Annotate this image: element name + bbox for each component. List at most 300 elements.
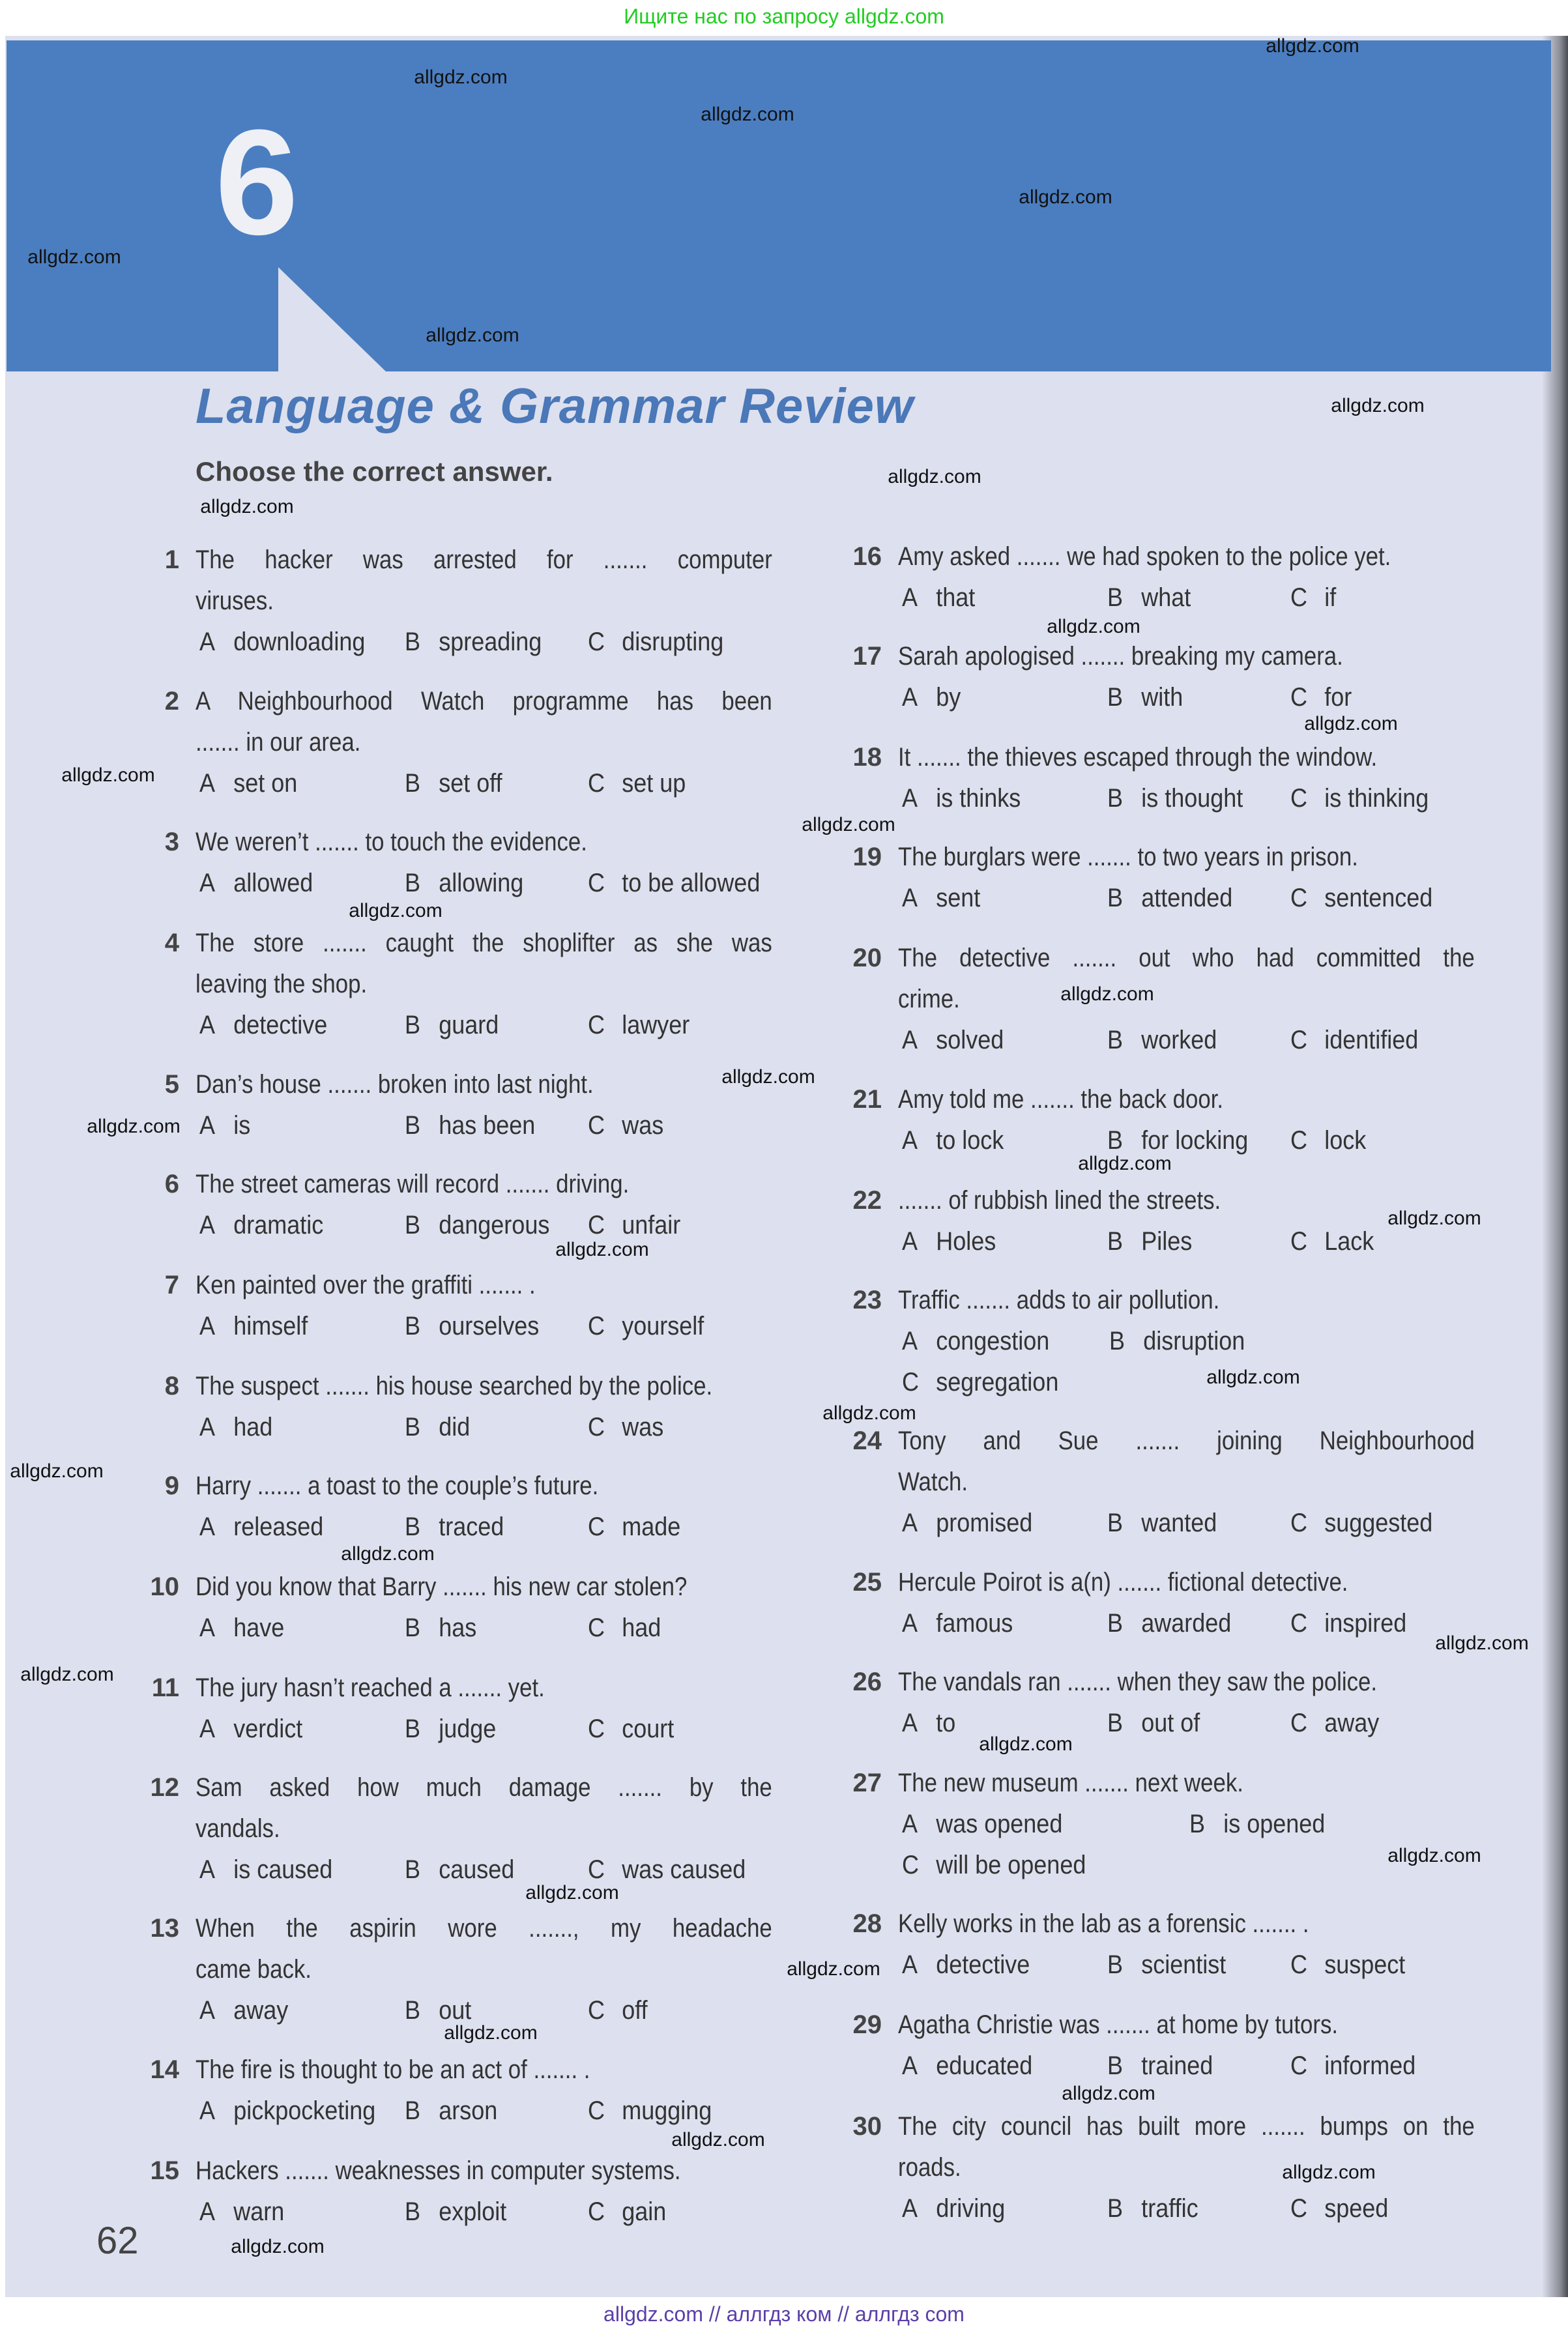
- option-letter: B: [405, 769, 421, 798]
- option-text: is thinks: [936, 784, 1021, 813]
- option-letter: C: [1290, 1609, 1308, 1638]
- answer-option[interactable]: [1290, 778, 1429, 819]
- question-text: Agatha Christie was ....... at home by tutors.: [898, 2010, 1339, 2039]
- option-letter: B: [1107, 2051, 1124, 2080]
- answer-option[interactable]: [588, 1306, 704, 1347]
- option-text: out: [439, 1996, 472, 2025]
- answer-options: [196, 763, 772, 804]
- answer-option[interactable]: [1290, 2046, 1416, 2087]
- answer-options: [196, 1507, 772, 1548]
- option-letter: C: [588, 1312, 605, 1340]
- question-text: The jury hasn’t reached a ....... yet.: [196, 1673, 545, 1702]
- answer-option[interactable]: [1189, 1804, 1325, 1845]
- question-text: The new museum ....... next week.: [898, 1769, 1243, 1797]
- answer-option[interactable]: [405, 1306, 539, 1347]
- answer-option[interactable]: [1107, 1020, 1217, 1061]
- option-text: did: [439, 1413, 471, 1441]
- option-text: himself: [233, 1312, 308, 1340]
- answer-option[interactable]: [199, 1205, 323, 1246]
- option-text: off: [622, 1996, 648, 2025]
- answer-option[interactable]: [199, 2091, 375, 2132]
- option-letter: A: [199, 2096, 216, 2125]
- option-letter: A: [199, 1715, 216, 1743]
- answer-option[interactable]: [588, 863, 760, 904]
- option-letter: C: [1290, 2051, 1308, 2080]
- question-text: Amy asked ....... we had spoken to the police yet.: [898, 542, 1391, 571]
- option-text: gain: [622, 2197, 667, 2226]
- answer-option[interactable]: [588, 2192, 666, 2233]
- answer-option[interactable]: [1107, 2046, 1213, 2087]
- option-text: suspect: [1324, 1950, 1406, 1979]
- question-item: [164, 540, 772, 663]
- option-letter: A: [902, 2051, 918, 2080]
- question-item: [164, 1164, 772, 1246]
- option-text: had: [233, 1413, 273, 1441]
- option-letter: B: [1107, 683, 1124, 712]
- answer-option[interactable]: [1107, 677, 1183, 718]
- page-number: 62: [96, 2220, 139, 2262]
- option-text: made: [622, 1513, 681, 1541]
- option-letter: C: [588, 1715, 605, 1743]
- question-number: 30: [852, 2112, 882, 2141]
- question-item: [164, 822, 772, 904]
- watermark: allgdz.com: [1060, 983, 1154, 1005]
- question-number: 8: [164, 1372, 179, 1400]
- question-number: 23: [852, 1286, 882, 1314]
- question-text: Kelly works in the lab as a forensic ....... .: [898, 1909, 1309, 1938]
- answer-option[interactable]: [1290, 2188, 1388, 2229]
- watermark: allgdz.com: [1047, 616, 1140, 637]
- option-text: allowing: [439, 869, 524, 897]
- answer-option[interactable]: [199, 1105, 250, 1146]
- question-item: [852, 2106, 1475, 2229]
- answer-option[interactable]: [405, 1849, 514, 1890]
- answer-option[interactable]: [588, 2091, 712, 2132]
- question-number: 27: [852, 1769, 882, 1797]
- question-item: [150, 2150, 772, 2233]
- answer-options: [898, 1603, 1475, 1644]
- question-number: 6: [164, 1170, 179, 1198]
- answer-option[interactable]: [405, 2192, 506, 2233]
- answer-option[interactable]: [1109, 1321, 1245, 1362]
- answer-option[interactable]: [902, 677, 961, 718]
- option-text: trained: [1141, 2051, 1213, 2080]
- question-number: 12: [150, 1773, 179, 1802]
- option-text: Lack: [1324, 1227, 1374, 1256]
- option-letter: C: [588, 628, 605, 656]
- question-text: Amy told me ....... the back door.: [898, 1085, 1224, 1114]
- option-text: pickpocketing: [233, 2096, 376, 2125]
- option-letter: B: [1107, 1026, 1124, 1054]
- option-letter: B: [1107, 583, 1124, 612]
- option-text: dramatic: [233, 1211, 324, 1239]
- answer-option[interactable]: [1107, 1703, 1200, 1744]
- question-text: The street cameras will record ....... driving.: [196, 1170, 630, 1198]
- option-letter: A: [902, 784, 918, 813]
- option-letter: C: [1290, 884, 1308, 912]
- option-letter: A: [902, 1810, 918, 1838]
- answer-option[interactable]: [405, 763, 502, 804]
- question-number: 2: [164, 687, 179, 716]
- option-text: what: [1141, 583, 1191, 612]
- question-number: 16: [852, 542, 882, 571]
- option-text: set up: [622, 769, 686, 798]
- answer-option[interactable]: [405, 863, 523, 904]
- option-text: arson: [439, 2096, 498, 2125]
- option-text: out of: [1141, 1709, 1200, 1737]
- answer-option[interactable]: [405, 1709, 496, 1750]
- question-number: 26: [852, 1668, 882, 1696]
- option-letter: B: [405, 2197, 421, 2226]
- option-letter: A: [199, 1011, 216, 1039]
- option-text: Holes: [936, 1227, 996, 1256]
- answer-option[interactable]: [902, 2046, 1032, 2087]
- option-text: to lock: [936, 1126, 1004, 1155]
- watermark: allgdz.com: [27, 246, 121, 268]
- answer-option[interactable]: [902, 778, 1021, 819]
- answer-option[interactable]: [199, 763, 297, 804]
- option-text: have: [233, 1614, 285, 1642]
- watermark: allgdz.com: [341, 1543, 435, 1565]
- answer-options: [196, 2192, 772, 2233]
- question-text: Ken painted over the graffiti ....... .: [196, 1271, 536, 1299]
- option-letter: C: [588, 2096, 605, 2125]
- option-text: was opened: [936, 1810, 1063, 1838]
- watermark: allgdz.com: [1282, 2162, 1376, 2183]
- option-letter: C: [588, 1855, 605, 1884]
- option-text: worked: [1141, 1026, 1217, 1054]
- answer-options: [196, 863, 772, 904]
- answer-option[interactable]: [902, 1503, 1032, 1544]
- option-text: by: [936, 683, 961, 712]
- answer-options: [196, 1306, 772, 1347]
- question-text: The suspect ....... his house searched by the police.: [196, 1372, 713, 1400]
- answer-options: [196, 1608, 772, 1649]
- answer-option[interactable]: [1107, 878, 1232, 919]
- question-text: Harry ....... a toast to the couple’s future.: [196, 1471, 599, 1500]
- question-number: 22: [852, 1186, 882, 1215]
- option-text: is caused: [233, 1855, 333, 1884]
- option-letter: B: [405, 869, 421, 897]
- option-text: sent: [936, 884, 981, 912]
- question-number: 14: [150, 2055, 179, 2084]
- answer-option[interactable]: [1290, 677, 1352, 718]
- option-text: guard: [439, 1011, 499, 1039]
- answer-option[interactable]: [588, 1005, 690, 1046]
- answer-option[interactable]: [199, 622, 365, 663]
- answer-option[interactable]: [405, 1608, 476, 1649]
- answer-options: [898, 2188, 1475, 2229]
- answer-option[interactable]: [1290, 1120, 1366, 1161]
- instruction: Choose the correct answer.: [196, 456, 553, 487]
- option-letter: A: [199, 769, 216, 798]
- watermark: allgdz.com: [822, 1402, 916, 1424]
- watermark: allgdz.com: [426, 325, 519, 346]
- answer-options: [196, 622, 772, 663]
- option-text: downloading: [233, 628, 366, 656]
- question-item: [852, 1421, 1475, 1544]
- option-letter: A: [902, 1227, 918, 1256]
- answer-option[interactable]: [588, 1407, 663, 1448]
- answer-option[interactable]: [902, 1120, 1004, 1161]
- option-text: segregation: [936, 1368, 1059, 1397]
- question-number: 1: [164, 545, 179, 574]
- question-number: 20: [852, 944, 882, 972]
- answer-option[interactable]: [588, 1709, 674, 1750]
- option-text: educated: [936, 2051, 1033, 2080]
- option-letter: B: [1107, 884, 1124, 912]
- question-text-line: Sam asked how much damage ....... by the: [196, 1773, 772, 1802]
- option-text: sentenced: [1324, 884, 1433, 912]
- option-letter: C: [1290, 1227, 1308, 1256]
- option-text: verdict: [233, 1715, 303, 1743]
- search-us-link[interactable]: Ищите нас по запросу allgdz.com: [624, 5, 944, 28]
- watermark: allgdz.com: [888, 466, 981, 487]
- answer-option[interactable]: [1290, 1703, 1379, 1744]
- answer-option[interactable]: [199, 1306, 308, 1347]
- answer-option[interactable]: [1290, 1503, 1432, 1544]
- answer-option[interactable]: [1107, 1503, 1217, 1544]
- question-text-line: The detective ....... out who had committed the: [898, 944, 1475, 972]
- option-letter: C: [588, 1614, 605, 1642]
- option-letter: C: [1290, 1509, 1308, 1537]
- answer-options: [898, 878, 1475, 919]
- option-text: exploit: [439, 2197, 507, 2226]
- question-text-line: The city council has built more ....... bumps on the: [898, 2112, 1475, 2141]
- watermark: allgdz.com: [61, 764, 155, 786]
- answer-option[interactable]: [588, 763, 686, 804]
- option-text: judge: [439, 1715, 497, 1743]
- answer-option[interactable]: [1290, 577, 1336, 618]
- option-text: driving: [936, 2194, 1006, 2223]
- answer-option[interactable]: [1107, 778, 1243, 819]
- question-number: 10: [150, 1572, 179, 1601]
- option-text: is thinking: [1324, 784, 1429, 813]
- bottom-links[interactable]: allgdz.com // аллгдз ком // аллгдз com: [603, 2302, 965, 2326]
- answer-options: [196, 1709, 772, 1750]
- question-text: Traffic ....... adds to air pollution.: [898, 1286, 1220, 1314]
- answer-option[interactable]: [405, 1105, 535, 1146]
- option-letter: A: [199, 1614, 216, 1642]
- answer-option[interactable]: [588, 1990, 648, 2031]
- option-text: for: [1324, 683, 1352, 712]
- question-text-line: When the aspirin wore ......., my headache: [196, 1914, 772, 1943]
- answer-option[interactable]: [1290, 1020, 1418, 1061]
- option-text: lawyer: [622, 1011, 690, 1039]
- question-item: [852, 1763, 1475, 1886]
- answer-option[interactable]: [199, 1507, 323, 1548]
- option-text: promised: [936, 1509, 1033, 1537]
- watermark: allgdz.com: [414, 66, 508, 88]
- answer-option[interactable]: [199, 1849, 332, 1890]
- answer-option[interactable]: [405, 1205, 549, 1246]
- answer-option[interactable]: [902, 1945, 1030, 1986]
- answer-options: [196, 1407, 772, 1448]
- answer-option[interactable]: [902, 1321, 1049, 1362]
- option-letter: B: [1107, 2194, 1124, 2223]
- option-text: is thought: [1141, 784, 1243, 813]
- option-text: if: [1324, 583, 1337, 612]
- question-number: 19: [852, 843, 882, 871]
- option-letter: B: [405, 1715, 421, 1743]
- option-letter: B: [405, 1312, 421, 1340]
- answer-option[interactable]: [902, 1020, 1004, 1061]
- option-text: set on: [233, 769, 298, 798]
- answer-option[interactable]: [902, 2188, 1005, 2229]
- answer-option[interactable]: [588, 1507, 680, 1548]
- answer-option[interactable]: [199, 1709, 302, 1750]
- option-text: identified: [1324, 1026, 1419, 1054]
- question-number: 24: [852, 1426, 882, 1455]
- option-text: lock: [1324, 1126, 1367, 1155]
- answer-option[interactable]: [1290, 1945, 1405, 1986]
- option-letter: A: [199, 1413, 216, 1441]
- answer-option[interactable]: [1107, 1221, 1192, 1262]
- option-letter: A: [902, 1327, 918, 1355]
- answer-option[interactable]: [1107, 577, 1191, 618]
- answer-option[interactable]: [1290, 1221, 1374, 1262]
- answer-option[interactable]: [199, 1005, 327, 1046]
- option-letter: A: [199, 869, 216, 897]
- question-text: ....... of rubbish lined the streets.: [898, 1186, 1221, 1215]
- answer-options: [898, 577, 1475, 618]
- question-item: [151, 1668, 772, 1750]
- option-letter: C: [588, 1996, 605, 2025]
- answer-options: [196, 1205, 772, 1246]
- option-letter: C: [1290, 683, 1308, 712]
- option-letter: C: [902, 1368, 920, 1397]
- top-strip: [0, 0, 1568, 34]
- question-text: The vandals ran ....... when they saw the police.: [898, 1668, 1378, 1696]
- option-text: solved: [936, 1026, 1004, 1054]
- answer-option[interactable]: [588, 1105, 663, 1146]
- question-item: [852, 536, 1475, 618]
- question-number: 4: [164, 929, 179, 957]
- answer-option[interactable]: [405, 1507, 504, 1548]
- answer-option[interactable]: [588, 1608, 661, 1649]
- answer-option[interactable]: [1107, 1603, 1231, 1644]
- answer-option[interactable]: [902, 577, 975, 618]
- page-binding-shadow: [1542, 36, 1568, 2297]
- question-text: The detective ....... out who had committed the crime.: [898, 938, 1475, 1020]
- question-text-line: Tony and Sue ....... joining Neighbourhood: [898, 1426, 1475, 1455]
- option-letter: B: [405, 1413, 421, 1441]
- answer-option[interactable]: [199, 1407, 272, 1448]
- question-item: [150, 1567, 772, 1649]
- answer-option[interactable]: [199, 2192, 284, 2233]
- option-text: informed: [1324, 2051, 1416, 2080]
- option-text: suggested: [1324, 1509, 1433, 1537]
- watermark: allgdz.com: [525, 1882, 619, 1904]
- option-text: detective: [936, 1950, 1030, 1979]
- question-text: Sarah apologised ....... breaking my camera.: [898, 642, 1343, 671]
- option-text: to: [936, 1709, 956, 1737]
- watermark: allgdz.com: [1206, 1367, 1300, 1388]
- option-text: had: [622, 1614, 661, 1642]
- watermark: allgdz.com: [231, 2236, 325, 2257]
- answer-options: [898, 1321, 1475, 1403]
- answer-options: [898, 1945, 1475, 1986]
- option-text: has: [439, 1614, 477, 1642]
- option-letter: C: [588, 1513, 605, 1541]
- question-text: It ....... the thieves escaped through the window.: [898, 743, 1378, 772]
- answer-option[interactable]: [902, 1362, 1058, 1403]
- option-letter: C: [588, 1011, 605, 1039]
- bottom-strip: [0, 2297, 1568, 2331]
- question-item: [852, 2005, 1475, 2087]
- option-letter: A: [199, 628, 216, 656]
- option-letter: B: [1109, 1327, 1125, 1355]
- option-text: Piles: [1141, 1227, 1193, 1256]
- answer-option[interactable]: [405, 1407, 470, 1448]
- watermark: allgdz.com: [1435, 1632, 1529, 1654]
- answer-option[interactable]: [902, 878, 980, 919]
- option-text: has been: [439, 1111, 536, 1140]
- answer-option[interactable]: [405, 622, 542, 663]
- answer-option[interactable]: [902, 1845, 1086, 1886]
- answer-option[interactable]: [199, 1608, 284, 1649]
- question-number: 11: [151, 1673, 179, 1702]
- answer-option[interactable]: [405, 1005, 499, 1046]
- option-letter: C: [1290, 583, 1308, 612]
- answer-option[interactable]: [1107, 2188, 1198, 2229]
- banner-notch: [278, 267, 386, 371]
- question-text: Hackers ....... weaknesses in computer systems.: [196, 2156, 681, 2185]
- option-letter: A: [902, 1709, 918, 1737]
- question-item: [150, 2049, 772, 2132]
- answer-option[interactable]: [902, 1804, 1062, 1845]
- question-item: [852, 636, 1475, 718]
- question-item: [150, 1908, 772, 2031]
- answer-option[interactable]: [405, 2091, 497, 2132]
- question-item: [164, 1265, 772, 1347]
- option-text: awarded: [1141, 1609, 1232, 1638]
- question-text: Tony and Sue ....... joining Neighbourhood Watch.: [898, 1421, 1475, 1503]
- watermark: allgdz.com: [10, 1460, 104, 1482]
- option-letter: B: [405, 1513, 421, 1541]
- answer-options: [898, 1020, 1475, 1061]
- option-text: is: [233, 1111, 251, 1140]
- option-letter: B: [405, 1855, 421, 1884]
- question-number: 15: [150, 2156, 179, 2185]
- watermark: allgdz.com: [1078, 1153, 1172, 1174]
- watermark: allgdz.com: [701, 104, 794, 125]
- answer-option[interactable]: [1107, 1945, 1226, 1986]
- answer-option[interactable]: [902, 1703, 955, 1744]
- option-letter: B: [405, 1011, 421, 1039]
- question-text: A Neighbourhood Watch programme has been ....... in our area.: [196, 681, 772, 763]
- watermark: allgdz.com: [802, 814, 895, 835]
- option-text: that: [936, 583, 976, 612]
- answer-option[interactable]: [902, 1221, 996, 1262]
- option-letter: B: [1107, 1609, 1124, 1638]
- question-item: [852, 1079, 1475, 1161]
- option-letter: B: [1189, 1810, 1206, 1838]
- answer-option[interactable]: [199, 1990, 288, 2031]
- option-letter: C: [1290, 2194, 1308, 2223]
- answer-option[interactable]: [199, 863, 313, 904]
- answer-option[interactable]: [1290, 1603, 1406, 1644]
- watermark: allgdz.com: [444, 2022, 538, 2044]
- question-item: [852, 1904, 1475, 1986]
- answer-option[interactable]: [588, 622, 723, 663]
- option-text: ourselves: [439, 1312, 540, 1340]
- answer-option[interactable]: [1290, 878, 1432, 919]
- answer-option[interactable]: [902, 1603, 1013, 1644]
- watermark: allgdz.com: [671, 2129, 765, 2150]
- option-text: wanted: [1141, 1509, 1217, 1537]
- option-letter: B: [1107, 1950, 1124, 1979]
